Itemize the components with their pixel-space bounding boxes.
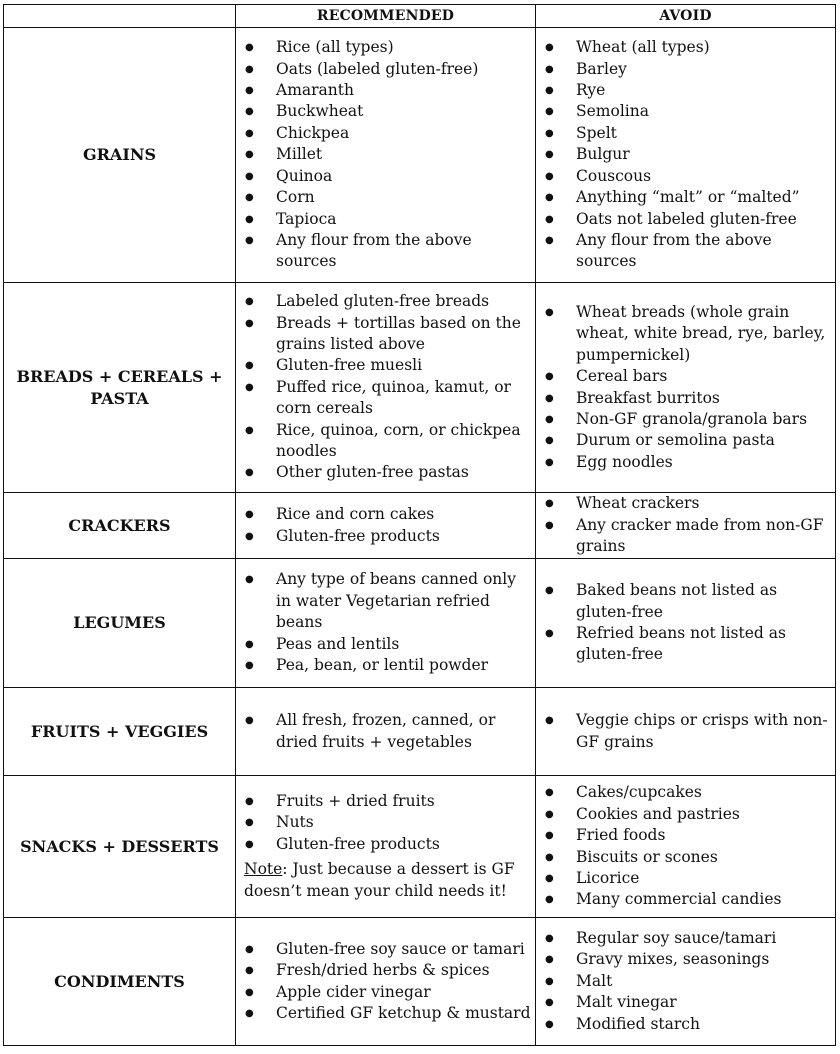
dessert-note [236, 855, 535, 902]
list-item: ● Egg noodles [536, 452, 835, 473]
avoid-breads [536, 283, 836, 493]
list-item: ● Gluten-free soy sauce or tamari [236, 939, 535, 960]
list-item: ● Gluten-free products [236, 834, 535, 855]
category-grains: GRAINS [4, 28, 236, 283]
category-condiments: CONDIMENTS [4, 918, 236, 1046]
avoid-legumes [536, 559, 836, 688]
avoid-grains [536, 28, 836, 283]
recommended-breads [236, 283, 536, 493]
list-item: ● Gravy mixes, seasonings [536, 949, 835, 970]
list-item: ● Refried beans not listed as gluten-free [536, 623, 835, 666]
row-breads-cereals-pasta [4, 283, 836, 493]
list-item: ● Apple cider vinegar [236, 982, 535, 1003]
list-item: ● Many commercial candies [536, 889, 835, 910]
avoid-list [536, 928, 835, 1035]
avoid-condiments [536, 918, 836, 1046]
list-item: ● Buckwheat [236, 101, 535, 122]
category-snacks-desserts: SNACKS + DESSERTS [4, 776, 236, 918]
recommended-condiments [236, 918, 536, 1046]
header-blank [4, 5, 236, 28]
list-item: ● Anything “malt” or “malted” [536, 187, 835, 208]
list-item: ● Barley [536, 59, 835, 80]
list-item: ● Regular soy sauce/tamari [536, 928, 835, 949]
note-label: Note [244, 860, 283, 879]
list-item: ● Tapioca [236, 209, 535, 230]
list-item: ● Breakfast burritos [536, 388, 835, 409]
avoid-snacks-desserts [536, 776, 836, 918]
list-item: ● Fruits + dried fruits [236, 791, 535, 812]
list-item: ● Cookies and pastries [536, 804, 835, 825]
list-item: ● Rice (all types) [236, 37, 535, 58]
recommended-snacks-desserts [236, 776, 536, 918]
category-breads-cereals-pasta: BREADS + CEREALS + PASTA [4, 283, 236, 493]
list-item: ● Corn [236, 187, 535, 208]
list-item: ● Any type of beans canned only in water Vegetarian refried beans [236, 569, 535, 633]
list-item: ● Couscous [536, 166, 835, 187]
list-item: ● Gluten-free muesli [236, 355, 535, 376]
avoid-crackers [536, 493, 836, 559]
list-item: ● Oats not labeled gluten-free [536, 209, 835, 230]
avoid-list [536, 782, 835, 910]
recommended-list [236, 569, 535, 676]
recommended-list [236, 939, 535, 1025]
recommended-legumes [236, 559, 536, 688]
avoid-list [536, 37, 835, 272]
avoid-list [536, 580, 835, 666]
list-item: ● Wheat crackers [536, 493, 835, 514]
list-item: ● Veggie chips or crisps with non-GF grains [536, 710, 835, 753]
list-item: ● Oats (labeled gluten-free) [236, 59, 535, 80]
list-item: ● Rice, quinoa, corn, or chickpea noodles [236, 420, 535, 463]
list-item: ● Quinoa [236, 166, 535, 187]
row-legumes [4, 559, 836, 688]
list-item: ● Breads + tortillas based on the grains listed above [236, 313, 535, 356]
list-item: ● Amaranth [236, 80, 535, 101]
list-item: ● Pea, bean, or lentil powder [236, 655, 535, 676]
list-item: ● Modified starch [536, 1014, 835, 1035]
list-item: ● Certified GF ketchup & mustard [236, 1003, 535, 1024]
list-item: ● Semolina [536, 101, 835, 122]
list-item: ● Malt vinegar [536, 992, 835, 1013]
list-item: ● Labeled gluten-free breads [236, 291, 535, 312]
row-crackers [4, 493, 836, 559]
list-item: ● Fried foods [536, 825, 835, 846]
list-item: ● Fresh/dried herbs & spices [236, 960, 535, 981]
list-item: ● Cereal bars [536, 366, 835, 387]
recommended-list [236, 291, 535, 484]
row-fruits-veggies [4, 688, 836, 776]
list-item: ● Gluten-free products [236, 526, 535, 547]
list-item: ● Rice and corn cakes [236, 504, 535, 525]
header-recommended: RECOMMENDED [236, 5, 536, 28]
category-fruits-veggies: FRUITS + VEGGIES [4, 688, 236, 776]
list-item: ● Licorice [536, 868, 835, 889]
list-item: ● Wheat (all types) [536, 37, 835, 58]
category-crackers: CRACKERS [4, 493, 236, 559]
recommended-list [236, 504, 535, 547]
list-item: ● Rye [536, 80, 835, 101]
list-item: ● Durum or semolina pasta [536, 430, 835, 451]
gluten-free-food-table [3, 4, 836, 1046]
list-item: ● Any flour from the above sources [236, 230, 535, 273]
row-snacks-desserts [4, 776, 836, 918]
recommended-list [236, 791, 535, 855]
avoid-fruits-veggies [536, 688, 836, 776]
list-item: ● Chickpea [236, 123, 535, 144]
list-item: ● Wheat breads (whole grain wheat, white bread, rye, barley, pumpernickel) [536, 302, 835, 366]
recommended-crackers [236, 493, 536, 559]
recommended-list [236, 37, 535, 272]
list-item: ● Any cracker made from non-GF grains [536, 515, 835, 558]
row-condiments [4, 918, 836, 1046]
list-item: ● Nuts [236, 812, 535, 833]
avoid-list [536, 710, 835, 753]
avoid-list [536, 493, 835, 557]
avoid-list [536, 302, 835, 473]
list-item: ● Puffed rice, quinoa, kamut, or corn cereals [236, 377, 535, 420]
list-item: ● Malt [536, 971, 835, 992]
header-row [4, 5, 836, 28]
list-item: ● Bulgur [536, 144, 835, 165]
list-item: ● All fresh, frozen, canned, or dried fruits + vegetables [236, 710, 535, 753]
list-item: ● Non-GF granola/granola bars [536, 409, 835, 430]
list-item: ● Peas and lentils [236, 634, 535, 655]
list-item: ● Biscuits or scones [536, 847, 835, 868]
list-item: ● Any flour from the above sources [536, 230, 835, 273]
list-item: ● Baked beans not listed as gluten-free [536, 580, 835, 623]
header-avoid: AVOID [536, 5, 836, 28]
note-text: : Just because a dessert is GF doesn’t mean your child needs it! [244, 860, 515, 900]
row-grains [4, 28, 836, 283]
recommended-list [236, 710, 535, 753]
list-item: ● Millet [236, 144, 535, 165]
recommended-grains [236, 28, 536, 283]
list-item: ● Spelt [536, 123, 835, 144]
list-item: ● Other gluten-free pastas [236, 462, 535, 483]
list-item: ● Cakes/cupcakes [536, 782, 835, 803]
recommended-fruits-veggies [236, 688, 536, 776]
category-legumes: LEGUMES [4, 559, 236, 688]
